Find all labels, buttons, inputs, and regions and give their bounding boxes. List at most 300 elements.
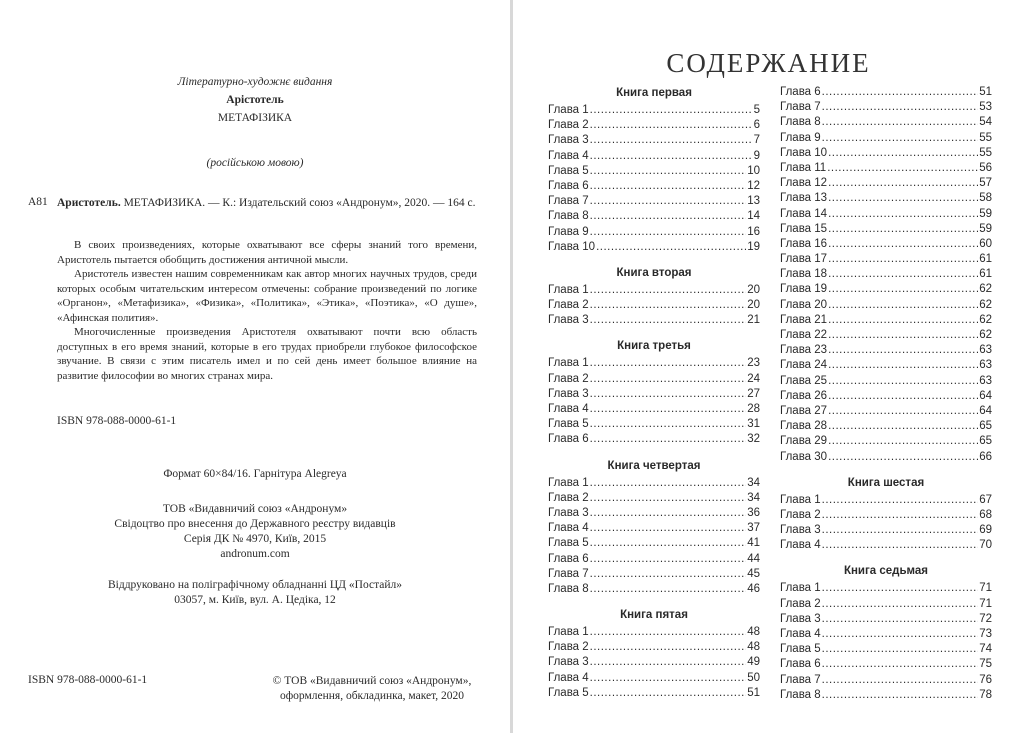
toc-entry — [548, 225, 760, 240]
page-number: 41 — [747, 537, 760, 550]
dot-leader — [828, 282, 978, 297]
toc-entry — [548, 671, 760, 686]
page-number: 61 — [979, 253, 992, 266]
dot-leader — [590, 149, 753, 164]
chapter-label: Глава 3 — [548, 134, 589, 147]
dot-leader — [822, 642, 979, 657]
page-number: 73 — [979, 628, 992, 640]
toc-entry — [780, 358, 992, 373]
chapter-label: Глава 15 — [780, 222, 828, 235]
printer-line: 03057, м. Київ, вул. А. Цедіка, 12 — [174, 594, 336, 606]
page-number: 71 — [979, 597, 992, 610]
dot-leader — [822, 100, 979, 115]
printer-block — [0, 578, 510, 608]
dot-leader — [590, 164, 747, 179]
page-number: 62 — [979, 283, 992, 296]
chapter-label: Глава 5 — [780, 643, 821, 656]
toc-entry — [548, 552, 760, 567]
page-number: 55 — [979, 146, 992, 159]
chapter-label: Глава 3 — [548, 506, 589, 519]
dot-leader — [822, 493, 979, 508]
dot-leader — [828, 328, 978, 343]
dot-leader — [828, 343, 978, 358]
dot-leader — [590, 133, 753, 148]
toc-entry — [780, 404, 992, 419]
page-number: 65 — [979, 420, 992, 433]
page-number: 51 — [747, 686, 760, 699]
toc-entry — [780, 627, 992, 642]
toc-entry — [780, 85, 992, 100]
page-number: 48 — [747, 641, 760, 654]
dot-leader — [822, 657, 979, 672]
dot-leader — [590, 356, 747, 371]
toc-entry — [548, 582, 760, 597]
toc-entry — [548, 283, 760, 298]
chapter-label: Глава 9 — [780, 131, 821, 144]
page-number: 68 — [979, 508, 992, 521]
toc-entry — [780, 191, 992, 206]
chapter-label: Глава 30 — [780, 450, 828, 463]
genre-line: Літературно-художнє видання — [177, 76, 333, 88]
chapter-label: Глава 19 — [780, 283, 828, 296]
dot-leader — [590, 625, 747, 640]
chapter-label: Глава 5 — [548, 164, 589, 177]
dot-leader — [590, 313, 747, 328]
book-heading: Книга шестая — [847, 476, 925, 489]
toc-entry — [548, 432, 760, 447]
dot-leader — [590, 552, 747, 567]
page-number: 56 — [979, 161, 992, 174]
toc-entry — [780, 673, 992, 688]
toc-entry — [548, 387, 760, 402]
annotation-paragraph: Аристотель известен нашим современникам как автор многих научных трудов, среди которых особым читательским интересом отмечены: собрание произведений по логике «Органон», «Метафизика», «Физика», «Политика», «Этика», «Поэтика», «О душе», «Афинская полития». — [57, 268, 477, 324]
dot-leader — [590, 655, 747, 670]
dot-leader — [590, 118, 753, 133]
dot-leader — [822, 627, 979, 642]
bib-rest: МЕТАФИЗИКА. — К.: Издательский союз «Андронум», 2020. — 164 с. — [120, 197, 476, 209]
toc-entry — [548, 640, 760, 655]
chapter-label: Глава 4 — [780, 628, 821, 640]
page-number: 57 — [979, 177, 992, 190]
toc-column-right — [780, 85, 992, 703]
chapter-label: Глава 7 — [780, 101, 821, 114]
udc-code: А81 — [28, 196, 48, 208]
chapter-label: Глава 4 — [780, 539, 821, 552]
toc-entry — [548, 491, 760, 506]
dot-leader — [828, 434, 978, 449]
toc-entry — [780, 282, 992, 297]
chapter-label: Глава 6 — [780, 86, 821, 98]
toc-entry — [780, 642, 992, 657]
toc-entry — [780, 176, 992, 191]
toc-entry — [548, 133, 760, 148]
page-number: 62 — [979, 298, 992, 311]
dot-leader — [828, 358, 978, 373]
dot-leader — [828, 222, 978, 237]
chapter-label: Глава 2 — [780, 508, 821, 521]
page-number: 74 — [979, 643, 992, 656]
format-line: Формат 60×84/16. Гарнітура Alegreya — [163, 468, 347, 480]
page-number: 20 — [747, 299, 760, 312]
toc-entry — [780, 523, 992, 538]
chapter-label: Глава 2 — [548, 119, 589, 132]
toc-entry — [780, 538, 992, 553]
page-number: 66 — [979, 450, 992, 463]
page-number: 71 — [979, 582, 992, 595]
dot-leader — [822, 597, 979, 612]
annotation-paragraph: Многочисленные произведения Аристотеля охватывают почти всю область доступных в его время знаний, которые в его трудах приобрели глубокое философское звучание. В связи с этим писатель имел и по сей день имеет большое влияние на развитие философии во многих странах мира. — [57, 326, 477, 382]
dot-leader — [590, 432, 747, 447]
toc-entry — [780, 298, 992, 313]
toc-entry — [548, 536, 760, 551]
dot-leader — [590, 194, 747, 209]
chapter-label: Глава 6 — [548, 552, 589, 565]
page-number: 64 — [979, 389, 992, 402]
toc-entry — [548, 149, 760, 164]
dot-leader — [590, 640, 747, 655]
dot-leader — [590, 671, 747, 686]
dot-leader — [822, 581, 979, 596]
dot-leader — [828, 146, 978, 161]
toc-entry — [780, 434, 992, 449]
toc-entry — [780, 100, 992, 115]
toc-entry — [780, 313, 992, 328]
language-note: (російською мовою) — [206, 157, 304, 169]
toc-entry — [548, 179, 760, 194]
page-number: 65 — [979, 435, 992, 448]
chapter-label: Глава 2 — [548, 299, 589, 312]
dot-leader — [590, 179, 747, 194]
toc-entry — [548, 372, 760, 387]
chapter-label: Глава 2 — [548, 491, 589, 504]
dot-leader — [822, 115, 979, 130]
toc-entry — [548, 240, 760, 255]
page-number: 12 — [747, 179, 760, 192]
page-number: 23 — [747, 357, 760, 370]
dot-leader — [590, 209, 747, 224]
page-number: 24 — [747, 372, 760, 385]
imprint-page — [0, 0, 510, 733]
publisher-block — [0, 502, 510, 562]
book-heading: Книга четвертая — [607, 459, 701, 472]
page-number: 13 — [747, 195, 760, 208]
page-number: 48 — [747, 626, 760, 639]
toc-entry — [780, 115, 992, 130]
toc-entry — [548, 356, 760, 371]
dot-leader — [822, 131, 979, 146]
annotation — [57, 238, 477, 383]
chapter-label: Глава 4 — [548, 671, 589, 684]
copyright-line: © ТОВ «Видавничий союз «Андронум», — [272, 675, 472, 687]
page-number: 37 — [747, 522, 760, 535]
chapter-label: Глава 4 — [548, 149, 589, 162]
chapter-label: Глава 3 — [548, 387, 589, 400]
chapter-label: Глава 1 — [548, 476, 589, 489]
chapter-label: Глава 27 — [780, 404, 828, 417]
chapter-label: Глава 5 — [548, 418, 589, 431]
toc-page — [513, 0, 1024, 733]
dot-leader — [828, 450, 978, 465]
page-number: 21 — [747, 314, 760, 327]
page-number: 50 — [747, 671, 760, 684]
toc-entry — [548, 521, 760, 536]
printer-line: Віддруковано на поліграфічному обладнанні ЦД «Постайл» — [107, 579, 403, 591]
page-number: 32 — [747, 433, 760, 446]
toc-entry — [780, 508, 992, 523]
dot-leader — [828, 252, 978, 267]
dot-leader — [828, 298, 978, 313]
dot-leader — [822, 508, 979, 523]
annotation-paragraph: В своих произведениях, которые охватывают все сферы знаний того времени, Аристотель пытается обобщить достижения античной мысли. — [57, 239, 477, 266]
toc-entry — [548, 476, 760, 491]
chapter-label: Глава 3 — [548, 314, 589, 327]
page-number: 62 — [979, 329, 992, 341]
dot-leader — [828, 419, 978, 434]
chapter-label: Глава 1 — [780, 582, 821, 595]
page-number: 75 — [979, 658, 992, 671]
chapter-label: Глава 8 — [780, 688, 821, 701]
toc-entry — [780, 207, 992, 222]
toc-entry — [780, 374, 992, 389]
page-number: 70 — [979, 539, 992, 552]
toc-entry — [780, 657, 992, 672]
toc-entry — [780, 612, 992, 627]
publisher-line: Серія ДК № 4970, Київ, 2015 — [183, 533, 327, 545]
page-number: 36 — [747, 506, 760, 519]
toc-entry — [548, 103, 760, 118]
toc-entry — [780, 389, 992, 404]
publisher-line: ТОВ «Видавничий союз «Андронум» — [162, 503, 348, 515]
book-heading: Книга первая — [616, 87, 692, 99]
chapter-label: Глава 28 — [780, 420, 828, 433]
book-heading: Книга третья — [617, 340, 691, 353]
page-number: 7 — [753, 134, 760, 147]
chapter-label: Глава 10 — [548, 240, 596, 253]
dot-leader — [590, 417, 747, 432]
dot-leader — [590, 103, 753, 118]
chapter-label: Глава 23 — [780, 344, 828, 357]
toc-entry — [780, 597, 992, 612]
page-number: 9 — [753, 149, 760, 162]
copyright-line: оформлення, обкладинка, макет, 2020 — [279, 690, 465, 702]
chapter-label: Глава 1 — [548, 626, 589, 639]
toc-entry — [548, 655, 760, 670]
dot-leader — [590, 536, 747, 551]
page-number: 20 — [747, 283, 760, 296]
page-number: 34 — [747, 476, 760, 489]
dot-leader — [828, 191, 978, 206]
chapter-label: Глава 8 — [548, 210, 589, 223]
chapter-label: Глава 3 — [780, 524, 821, 537]
chapter-label: Глава 1 — [548, 283, 589, 296]
page-number: 63 — [979, 359, 992, 372]
dot-leader — [828, 389, 978, 404]
chapter-label: Глава 7 — [548, 567, 589, 580]
book-heading: Книга пятая — [620, 609, 688, 622]
page-number: 44 — [747, 552, 760, 565]
toc-entry — [548, 118, 760, 133]
dot-leader — [828, 176, 978, 191]
page-number: 53 — [979, 101, 992, 114]
chapter-label: Глава 6 — [548, 433, 589, 446]
chapter-label: Глава 13 — [780, 192, 828, 205]
page-number: 62 — [979, 313, 992, 326]
toc-entry — [780, 343, 992, 358]
dot-leader — [590, 225, 747, 240]
chapter-label: Глава 17 — [780, 253, 828, 266]
toc-entry — [548, 567, 760, 582]
toc-entry — [548, 417, 760, 432]
chapter-label: Глава 8 — [548, 582, 589, 595]
page-number: 54 — [979, 116, 992, 129]
page-number: 16 — [747, 225, 760, 238]
chapter-label: Глава 2 — [780, 597, 821, 610]
toc-entry — [780, 688, 992, 703]
copyright-block — [272, 674, 472, 704]
page-number: 61 — [979, 268, 992, 281]
chapter-label: Глава 1 — [548, 104, 589, 116]
dot-leader — [596, 240, 746, 255]
chapter-label: Глава 20 — [780, 298, 828, 311]
dot-leader — [828, 374, 978, 389]
toc-entry — [548, 209, 760, 224]
book-heading: Книга вторая — [616, 266, 692, 279]
page-number: 5 — [753, 104, 760, 116]
chapter-label: Глава 9 — [548, 225, 589, 238]
page-number: 59 — [979, 222, 992, 235]
chapter-label: Глава 3 — [780, 612, 821, 625]
toc-entry — [780, 267, 992, 282]
publisher-line: andronum.com — [220, 548, 290, 560]
page-number: 55 — [979, 131, 992, 144]
toc-entry — [548, 625, 760, 640]
toc-entry — [780, 161, 992, 176]
chapter-label: Глава 21 — [780, 313, 828, 326]
chapter-label: Глава 7 — [548, 195, 589, 208]
isbn-block: ISBN 978-088-0000-61-1 — [57, 415, 177, 427]
toc-entry — [780, 419, 992, 434]
chapter-label: Глава 7 — [780, 673, 821, 686]
toc-entry — [780, 222, 992, 237]
dot-leader — [828, 267, 978, 282]
toc-entry — [780, 252, 992, 267]
dot-leader — [590, 372, 747, 387]
page-number: 10 — [747, 164, 760, 177]
page-number: 27 — [747, 387, 760, 400]
chapter-label: Глава 4 — [548, 522, 589, 535]
chapter-label: Глава 2 — [548, 641, 589, 654]
chapter-label: Глава 11 — [780, 161, 827, 174]
chapter-label: Глава 1 — [780, 493, 821, 506]
bibliographic-entry — [57, 196, 477, 211]
dot-leader — [590, 402, 747, 417]
dot-leader — [822, 688, 979, 703]
chapter-label: Глава 29 — [780, 435, 828, 448]
page-number: 19 — [747, 240, 760, 253]
page-number: 6 — [753, 119, 760, 132]
chapter-label: Глава 26 — [780, 389, 828, 402]
dot-leader — [828, 237, 978, 252]
dot-leader — [822, 538, 979, 553]
dot-leader — [828, 313, 978, 328]
dot-leader — [590, 387, 747, 402]
chapter-label: Глава 6 — [548, 179, 589, 192]
toc-entry — [780, 450, 992, 465]
toc-entry — [548, 298, 760, 313]
page-number: 45 — [747, 567, 760, 580]
chapter-label: Глава 5 — [548, 537, 589, 550]
toc-column-left — [548, 83, 760, 701]
page-number: 49 — [747, 656, 760, 669]
toc-entry — [780, 146, 992, 161]
dot-leader — [822, 673, 979, 688]
toc-entry — [780, 131, 992, 146]
publisher-line: Свідоцтво про внесення до Державного реєстру видавців — [114, 518, 396, 530]
chapter-label: Глава 1 — [548, 357, 589, 370]
page-number: 69 — [979, 524, 992, 537]
page-number: 63 — [979, 344, 992, 357]
bib-author: Аристотель. — [57, 197, 121, 209]
chapter-label: Глава 12 — [780, 177, 828, 190]
page-number: 14 — [747, 210, 760, 223]
chapter-label: Глава 5 — [548, 686, 589, 699]
page-number: 72 — [979, 612, 992, 625]
dot-leader — [822, 612, 979, 627]
chapter-label: Глава 8 — [780, 116, 821, 129]
isbn-footer: ISBN 978-088-0000-61-1 — [28, 674, 148, 686]
page-number: 46 — [747, 582, 760, 595]
toc-entry — [780, 237, 992, 252]
dot-leader — [590, 283, 747, 298]
chapter-label: Глава 22 — [780, 329, 828, 341]
dot-leader — [590, 506, 747, 521]
dot-leader — [590, 567, 747, 582]
page-number: 78 — [979, 688, 992, 701]
chapter-label: Глава 4 — [548, 403, 589, 415]
dot-leader — [828, 207, 978, 222]
dot-leader — [822, 523, 979, 538]
chapter-label: Глава 16 — [780, 237, 828, 250]
chapter-label: Глава 18 — [780, 268, 828, 281]
page-number: 51 — [979, 86, 992, 98]
chapter-label: Глава 10 — [780, 146, 828, 159]
toc-entry — [548, 402, 760, 417]
toc-entry — [548, 313, 760, 328]
author-line: Арістотель — [226, 94, 284, 106]
toc-entry — [548, 164, 760, 179]
title-line: МЕТАФІЗИКА — [217, 112, 293, 124]
chapter-label: Глава 6 — [780, 658, 821, 671]
dot-leader — [590, 476, 747, 491]
page-number: 64 — [979, 404, 992, 417]
dot-leader — [827, 161, 978, 176]
toc-entry — [548, 686, 760, 701]
dot-leader — [828, 404, 978, 419]
dot-leader — [590, 521, 747, 536]
page-number: 60 — [979, 237, 992, 250]
page-number: 28 — [747, 403, 760, 415]
chapter-label: Глава 14 — [780, 207, 828, 220]
page-number: 31 — [747, 418, 760, 431]
dot-leader — [822, 85, 979, 100]
toc-entry — [780, 493, 992, 508]
page-number: 58 — [979, 192, 992, 205]
page-number: 76 — [979, 673, 992, 686]
toc-entry — [548, 194, 760, 209]
chapter-label: Глава 25 — [780, 374, 828, 387]
page-number: 63 — [979, 374, 992, 387]
toc-title: СОДЕРЖАНИЕ — [666, 48, 871, 78]
